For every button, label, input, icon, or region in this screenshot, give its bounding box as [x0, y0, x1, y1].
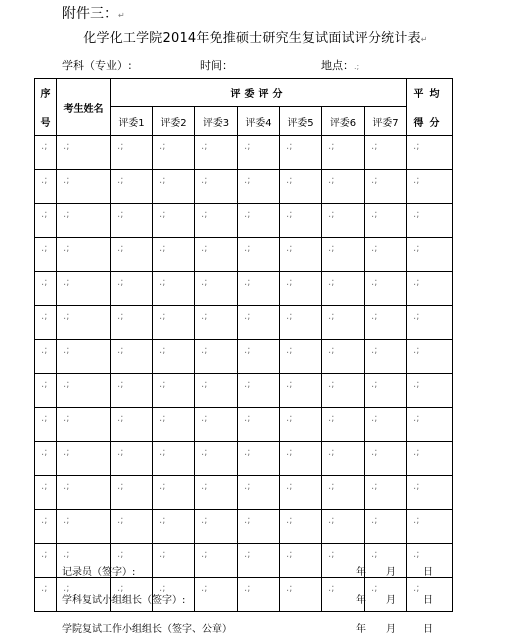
table-cell[interactable]: .;: [407, 476, 453, 510]
table-cell[interactable]: .;: [153, 442, 195, 476]
table-cell[interactable]: .;: [111, 340, 153, 374]
table-cell[interactable]: .;: [238, 272, 280, 306]
table-cell[interactable]: .;: [35, 170, 57, 204]
recorder-date: 年 月 日: [356, 567, 433, 578]
table-cell[interactable]: .;: [407, 238, 453, 272]
table-cell[interactable]: .;: [195, 510, 238, 544]
table-cell[interactable]: .;: [365, 204, 407, 238]
table-cell[interactable]: .;: [238, 544, 280, 578]
table-cell[interactable]: .;: [280, 204, 322, 238]
table-cell[interactable]: .;: [322, 510, 365, 544]
table-cell[interactable]: .;: [407, 442, 453, 476]
table-cell[interactable]: .;: [35, 578, 57, 612]
judge-header-5: 评委5: [280, 107, 322, 136]
table-cell[interactable]: .;: [407, 374, 453, 408]
table-cell[interactable]: .;: [322, 442, 365, 476]
table-cell[interactable]: .;: [407, 272, 453, 306]
judges-header: 评委评分: [111, 79, 407, 107]
table-cell[interactable]: .;: [407, 578, 453, 612]
table-cell[interactable]: .;: [195, 306, 238, 340]
table-cell[interactable]: .;: [365, 340, 407, 374]
table-cell[interactable]: .;: [322, 204, 365, 238]
name-header: 考生姓名: [57, 79, 111, 136]
table-cell[interactable]: .;: [238, 306, 280, 340]
table-cell[interactable]: .;: [407, 510, 453, 544]
judge-header-7: 评委7: [365, 107, 407, 136]
table-cell[interactable]: .;: [407, 204, 453, 238]
table-cell[interactable]: .;: [35, 510, 57, 544]
table-row: [35, 136, 453, 170]
table-cell[interactable]: .;: [153, 544, 195, 578]
table-cell[interactable]: .;: [195, 136, 238, 170]
table-cell[interactable]: .;: [407, 408, 453, 442]
table-cell[interactable]: .;: [57, 136, 111, 170]
table-cell[interactable]: .;: [407, 544, 453, 578]
table-cell[interactable]: .;: [35, 476, 57, 510]
table-row: [35, 170, 453, 204]
table-cell[interactable]: .;: [238, 136, 280, 170]
table-cell[interactable]: .;: [322, 340, 365, 374]
subject-field-label: 学科（专业）:: [62, 59, 132, 72]
table-cell[interactable]: .;: [280, 408, 322, 442]
table-cell[interactable]: .;: [238, 238, 280, 272]
table-cell[interactable]: .;: [153, 408, 195, 442]
table-cell[interactable]: .;: [322, 238, 365, 272]
table-cell[interactable]: .;: [280, 544, 322, 578]
table-cell[interactable]: .;: [322, 476, 365, 510]
table-cell[interactable]: .;: [238, 408, 280, 442]
table-row: [35, 510, 453, 544]
table-cell[interactable]: .;: [111, 374, 153, 408]
table-cell[interactable]: .;: [280, 306, 322, 340]
table-cell[interactable]: .;: [57, 578, 111, 612]
table-cell[interactable]: .;: [35, 408, 57, 442]
table-cell[interactable]: .;: [280, 442, 322, 476]
table-cell[interactable]: .;: [365, 510, 407, 544]
table-cell[interactable]: .;: [280, 578, 322, 612]
table-cell[interactable]: .;: [111, 408, 153, 442]
table-cell[interactable]: .;: [111, 306, 153, 340]
table-cell[interactable]: .;: [322, 170, 365, 204]
table-cell[interactable]: .;: [322, 578, 365, 612]
table-cell[interactable]: .;: [365, 238, 407, 272]
judge-header-3: 评委3: [195, 107, 238, 136]
table-cell[interactable]: .;: [111, 170, 153, 204]
table-cell[interactable]: .;: [280, 374, 322, 408]
college-leader-signature: 学院复试工作小组组长（签字、公章）: [62, 624, 232, 635]
subject-leader-date: 年 月 日: [356, 595, 433, 606]
table-cell[interactable]: .;: [195, 374, 238, 408]
table-cell[interactable]: .;: [238, 204, 280, 238]
table-row: [35, 476, 453, 510]
table-cell[interactable]: .;: [365, 374, 407, 408]
table-cell[interactable]: .;: [238, 510, 280, 544]
table-cell[interactable]: .;: [35, 544, 57, 578]
table-cell[interactable]: .;: [280, 272, 322, 306]
table-cell[interactable]: .;: [57, 340, 111, 374]
attachment-label: 附件三：↵: [62, 6, 125, 22]
table-cell[interactable]: .;: [365, 306, 407, 340]
table-cell[interactable]: .;: [195, 578, 238, 612]
table-cell[interactable]: .;: [35, 238, 57, 272]
table-cell[interactable]: .;: [238, 170, 280, 204]
table-cell[interactable]: .;: [35, 272, 57, 306]
table-cell[interactable]: .;: [57, 442, 111, 476]
table-cell[interactable]: .;: [238, 578, 280, 612]
table-cell[interactable]: .;: [365, 272, 407, 306]
table-cell[interactable]: .;: [195, 544, 238, 578]
table-cell[interactable]: .;: [407, 340, 453, 374]
table-cell[interactable]: .;: [365, 170, 407, 204]
subject-leader-signature: 学科复试小组组长（签字）:: [62, 595, 186, 606]
table-cell[interactable]: .;: [238, 476, 280, 510]
table-cell[interactable]: .;: [153, 510, 195, 544]
table-cell[interactable]: .;: [238, 442, 280, 476]
table-cell[interactable]: .;: [35, 340, 57, 374]
table-cell[interactable]: .;: [407, 136, 453, 170]
table-cell[interactable]: .;: [365, 476, 407, 510]
table-cell[interactable]: .;: [111, 204, 153, 238]
table-cell[interactable]: .;: [153, 374, 195, 408]
average-header: 平均 得分: [407, 79, 453, 136]
table-cell[interactable]: .;: [365, 442, 407, 476]
table-cell[interactable]: .;: [322, 136, 365, 170]
table-cell[interactable]: .;: [365, 136, 407, 170]
table-cell[interactable]: .;: [153, 340, 195, 374]
table-cell[interactable]: .;: [407, 306, 453, 340]
table-cell[interactable]: .;: [322, 544, 365, 578]
seq-header: 序 号: [35, 79, 57, 136]
table-cell[interactable]: .;: [322, 306, 365, 340]
table-cell[interactable]: .;: [57, 170, 111, 204]
table-row: [35, 408, 453, 442]
table-cell[interactable]: .;: [153, 476, 195, 510]
table-cell[interactable]: .;: [195, 170, 238, 204]
table-row: [35, 340, 453, 374]
score-rows: [35, 136, 453, 612]
table-cell[interactable]: .;: [57, 544, 111, 578]
table-row: [35, 306, 453, 340]
table-cell[interactable]: .;: [35, 306, 57, 340]
table-row: [35, 204, 453, 238]
table-cell[interactable]: .;: [407, 170, 453, 204]
judge-header-1: 评委1: [111, 107, 153, 136]
table-cell[interactable]: .;: [153, 272, 195, 306]
table-cell[interactable]: .;: [57, 510, 111, 544]
table-cell[interactable]: .;: [195, 442, 238, 476]
table-cell[interactable]: .;: [57, 204, 111, 238]
table-cell[interactable]: .;: [280, 238, 322, 272]
table-cell[interactable]: .;: [322, 374, 365, 408]
table-cell[interactable]: .;: [57, 306, 111, 340]
table-row: [35, 442, 453, 476]
table-cell[interactable]: .;: [365, 408, 407, 442]
table-row: [35, 272, 453, 306]
table-cell[interactable]: .;: [195, 272, 238, 306]
table-cell[interactable]: .;: [238, 340, 280, 374]
table-row: [35, 238, 453, 272]
recorder-signature: 记录员（签字）:: [62, 567, 136, 578]
table-cell[interactable]: .;: [35, 204, 57, 238]
table-cell[interactable]: .;: [238, 374, 280, 408]
table-cell[interactable]: .;: [365, 578, 407, 612]
judge-header-2: 评委2: [153, 107, 195, 136]
table-cell[interactable]: .;: [195, 204, 238, 238]
table-cell[interactable]: .;: [280, 136, 322, 170]
table-cell[interactable]: .;: [195, 340, 238, 374]
table-cell[interactable]: .;: [35, 374, 57, 408]
table-cell[interactable]: .;: [111, 476, 153, 510]
table-cell[interactable]: .;: [153, 578, 195, 612]
table-cell[interactable]: .;: [365, 544, 407, 578]
table-cell[interactable]: .;: [111, 544, 153, 578]
page-title: 化学化工学院2014年免推硕士研究生复试面试评分统计表↵: [83, 31, 428, 46]
college-leader-date: 年 月 日: [356, 624, 433, 635]
table-cell[interactable]: .;: [280, 340, 322, 374]
location-field-label: 地点：.;: [321, 59, 360, 72]
table-cell[interactable]: .;: [280, 510, 322, 544]
table-cell[interactable]: .;: [111, 442, 153, 476]
table-cell[interactable]: .;: [57, 238, 111, 272]
table-cell[interactable]: .;: [111, 578, 153, 612]
table-cell[interactable]: .;: [35, 136, 57, 170]
table-cell[interactable]: .;: [111, 238, 153, 272]
time-field-label: 时间：: [200, 59, 233, 72]
table-cell[interactable]: .;: [35, 442, 57, 476]
table-cell[interactable]: .;: [322, 272, 365, 306]
judge-header-4: 评委4: [238, 107, 280, 136]
table-cell[interactable]: .;: [195, 238, 238, 272]
table-cell[interactable]: .;: [57, 476, 111, 510]
table-cell[interactable]: .;: [195, 408, 238, 442]
table-cell[interactable]: .;: [153, 238, 195, 272]
score-table: [34, 78, 453, 612]
table-cell[interactable]: .;: [153, 306, 195, 340]
table-cell[interactable]: .;: [280, 476, 322, 510]
table-cell[interactable]: .;: [153, 170, 195, 204]
table-cell[interactable]: .;: [280, 170, 322, 204]
table-cell[interactable]: .;: [57, 408, 111, 442]
table-cell[interactable]: .;: [322, 408, 365, 442]
table-cell[interactable]: .;: [111, 272, 153, 306]
table-cell[interactable]: .;: [57, 374, 111, 408]
table-cell[interactable]: .;: [153, 136, 195, 170]
table-cell[interactable]: .;: [57, 272, 111, 306]
table-cell[interactable]: .;: [153, 204, 195, 238]
judge-header-6: 评委6: [322, 107, 365, 136]
table-cell[interactable]: .;: [111, 136, 153, 170]
table-cell[interactable]: .;: [111, 510, 153, 544]
table-cell[interactable]: .;: [195, 476, 238, 510]
table-row: [35, 374, 453, 408]
